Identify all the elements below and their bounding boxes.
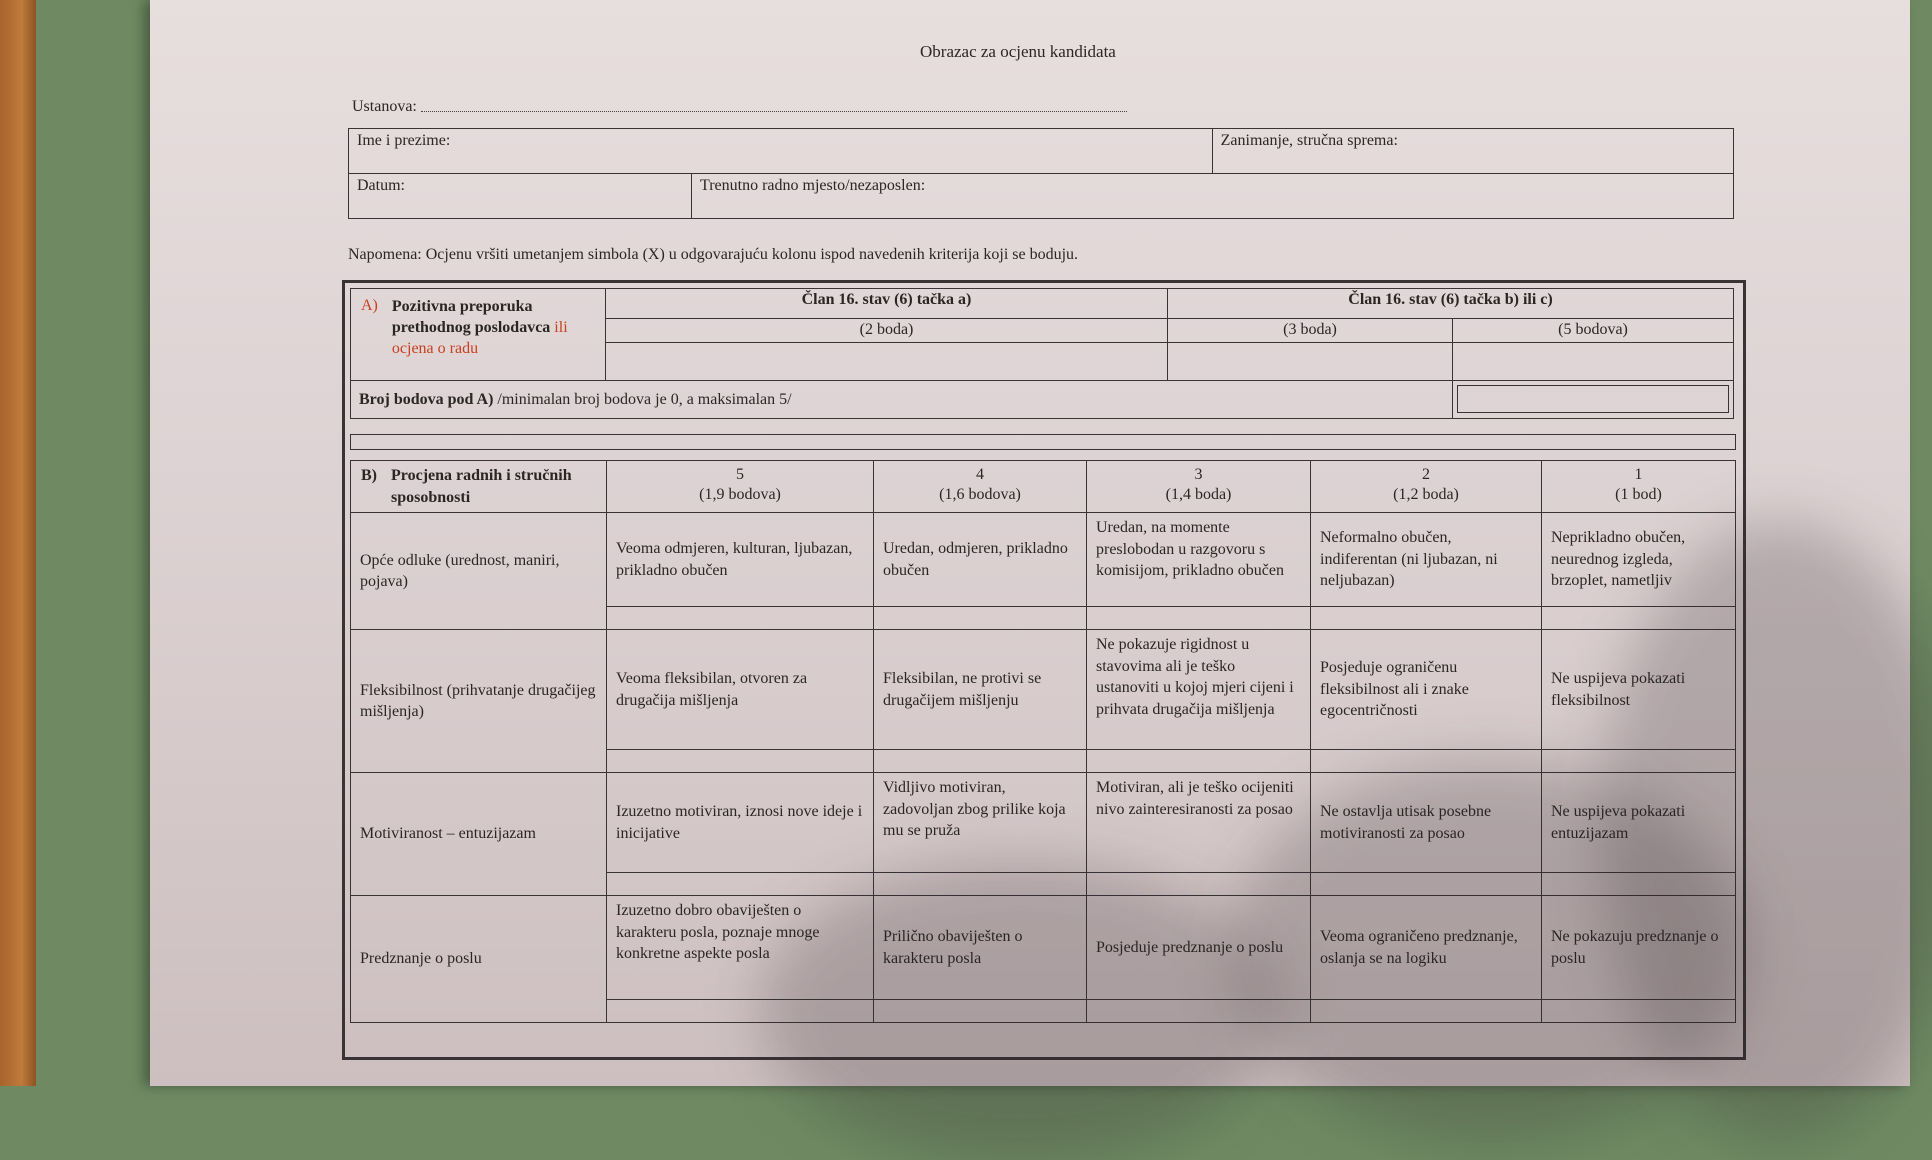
descriptor-cell: Posjeduje ograničenu fleksibilnost ali i znake egocentričnosti <box>1311 630 1542 750</box>
score-5-header: 5 (1,9 bodova) <box>607 461 874 513</box>
criterion-label: Fleksibilnost (prihvatanje drugačijeg mišljenja) <box>351 630 607 773</box>
napomena-note: Napomena: Ocjenu vršiti umetanjem simbola (X) u odgovarajuću kolonu ispod navedenih kriterija koji se boduju. <box>348 246 1079 263</box>
section-b-table <box>350 460 1736 1023</box>
descriptor-cell: Prilično obaviješten o karakteru posla <box>874 896 1087 1000</box>
mark-cell[interactable] <box>607 750 874 773</box>
descriptor-cell: Uredan, na momente preslobodan u razgovoru s komisijom, prikladno obučen <box>1087 513 1311 607</box>
section-b-letter: B) <box>361 467 377 484</box>
section-b-title-cell <box>351 461 607 513</box>
broj-bodova-a-label: Broj bodova pod A) <box>359 390 494 408</box>
criterion-row-motiviranost <box>351 773 1736 873</box>
ime-field: Ime i prezime: <box>349 129 1213 174</box>
col1-mark-cell[interactable] <box>606 343 1168 381</box>
descriptor-cell: Ne pokazuje rigidnost u stavovima ali je teško ustanoviti u kojoj mjeri cijeni i prihvata drugačija mišljenja <box>1087 630 1311 750</box>
col2-points-a: (3 boda) <box>1168 319 1453 343</box>
criterion-label: Predznanje o poslu <box>351 896 607 1023</box>
section-separator <box>350 434 1736 450</box>
wood-surface <box>0 0 36 1086</box>
mark-cell[interactable] <box>1311 1000 1542 1023</box>
mark-cell[interactable] <box>1311 750 1542 773</box>
mark-cell[interactable] <box>1542 873 1736 896</box>
score-4-header: 4 (1,6 bodova) <box>874 461 1087 513</box>
mark-cell[interactable] <box>874 750 1087 773</box>
col1-header: Član 16. stav (6) tačka a) <box>606 289 1168 319</box>
broj-bodova-a-box[interactable] <box>1457 385 1729 413</box>
broj-bodova-a-note: /minimalan broj bodova je 0, a maksimalan 5/ <box>497 390 792 408</box>
mark-cell[interactable] <box>874 1000 1087 1023</box>
descriptor-cell: Veoma odmjeren, kulturan, ljubazan, prikladno obučen <box>607 513 874 607</box>
descriptor-cell: Izuzetno dobro obaviješten o karakteru posla, poznaje mnoge konkretne aspekte posla <box>607 896 874 1000</box>
col2-points-b: (5 bodova) <box>1453 319 1734 343</box>
descriptor-cell: Neformalno obučen, indiferentan (ni ljubazan, ni neljubazan) <box>1311 513 1542 607</box>
mark-cell[interactable] <box>1311 873 1542 896</box>
section-a-title-or: ili <box>554 318 568 336</box>
descriptor-cell: Vidljivo motiviran, zadovoljan zbog prilike koja mu se pruža <box>874 773 1087 873</box>
criterion-row-opce-odluke <box>351 513 1736 607</box>
criterion-row-predznanje <box>351 896 1736 1000</box>
ustanova-dotted-line <box>421 98 1127 112</box>
criterion-label: Opće odluke (urednost, maniri, pojava) <box>351 513 607 630</box>
mark-cell[interactable] <box>607 1000 874 1023</box>
section-b-title: Procjena radnih i stručnih sposobnosti <box>391 467 572 506</box>
descriptor-cell: Fleksibilan, ne protivi se drugačijem mišljenju <box>874 630 1087 750</box>
section-a-table <box>350 288 1734 419</box>
mark-cell[interactable] <box>1087 750 1311 773</box>
ustanova-field <box>352 98 1127 116</box>
descriptor-cell: Ne ostavlja utisak posebne motiviranosti za posao <box>1311 773 1542 873</box>
mark-cell[interactable] <box>1542 750 1736 773</box>
criterion-row-fleksibilnost <box>351 630 1736 750</box>
descriptor-cell: Veoma ograničeno predznanje, oslanja se na logiku <box>1311 896 1542 1000</box>
mark-cell[interactable] <box>607 607 874 630</box>
descriptor-cell: Posjeduje predznanje o poslu <box>1087 896 1311 1000</box>
broj-bodova-a-total-cell[interactable] <box>1453 381 1734 419</box>
broj-bodova-a-row <box>351 381 1453 419</box>
document-title: Obrazac za ocjenu kandidata <box>920 42 1116 61</box>
mark-cell[interactable] <box>1087 873 1311 896</box>
ustanova-label: Ustanova: <box>352 98 417 115</box>
section-a-title-part2: ocjena o radu <box>391 339 479 357</box>
col2b-mark-cell[interactable] <box>1453 343 1734 381</box>
candidate-info-table <box>348 128 1734 219</box>
descriptor-cell: Ne uspijeva pokazati fleksibilnost <box>1542 630 1736 750</box>
criterion-label: Motiviranost – entuzijazam <box>351 773 607 896</box>
zanimanje-field: Zanimanje, stručna sprema: <box>1212 129 1733 174</box>
col2-header: Član 16. stav (6) tačka b) ili c) <box>1168 289 1734 319</box>
mark-cell[interactable] <box>1542 607 1736 630</box>
descriptor-cell: Ne uspijeva pokazati entuzijazam <box>1542 773 1736 873</box>
section-a-title-part1: Pozitivna preporuka prethodnog poslodavca <box>391 298 551 336</box>
section-a-letter: A) <box>361 297 378 314</box>
mark-cell[interactable] <box>874 873 1087 896</box>
mark-cell[interactable] <box>1542 1000 1736 1023</box>
mark-cell[interactable] <box>1087 607 1311 630</box>
score-1-header: 1 (1 bod) <box>1542 461 1736 513</box>
mark-cell[interactable] <box>1311 607 1542 630</box>
section-a-title-cell <box>351 289 606 381</box>
datum-field: Datum: <box>349 174 692 219</box>
descriptor-cell: Neprikladno obučen, neurednog izgleda, brzoplet, nametljiv <box>1542 513 1736 607</box>
mark-cell[interactable] <box>607 873 874 896</box>
mark-cell[interactable] <box>1087 1000 1311 1023</box>
score-3-header: 3 (1,4 boda) <box>1087 461 1311 513</box>
descriptor-cell: Uredan, odmjeren, prikladno obučen <box>874 513 1087 607</box>
col2a-mark-cell[interactable] <box>1168 343 1453 381</box>
descriptor-cell: Izuzetno motiviran, iznosi nove ideje i inicijative <box>607 773 874 873</box>
descriptor-cell: Ne pokazuju predznanje o poslu <box>1542 896 1736 1000</box>
mark-cell[interactable] <box>874 607 1087 630</box>
radno-mjesto-field: Trenutno radno mjesto/nezaposlen: <box>692 174 1734 219</box>
col1-points: (2 boda) <box>606 319 1168 343</box>
score-2-header: 2 (1,2 boda) <box>1311 461 1542 513</box>
descriptor-cell: Veoma fleksibilan, otvoren za drugačija mišljenja <box>607 630 874 750</box>
descriptor-cell: Motiviran, ali je teško ocijeniti nivo zainteresiranosti za posao <box>1087 773 1311 873</box>
